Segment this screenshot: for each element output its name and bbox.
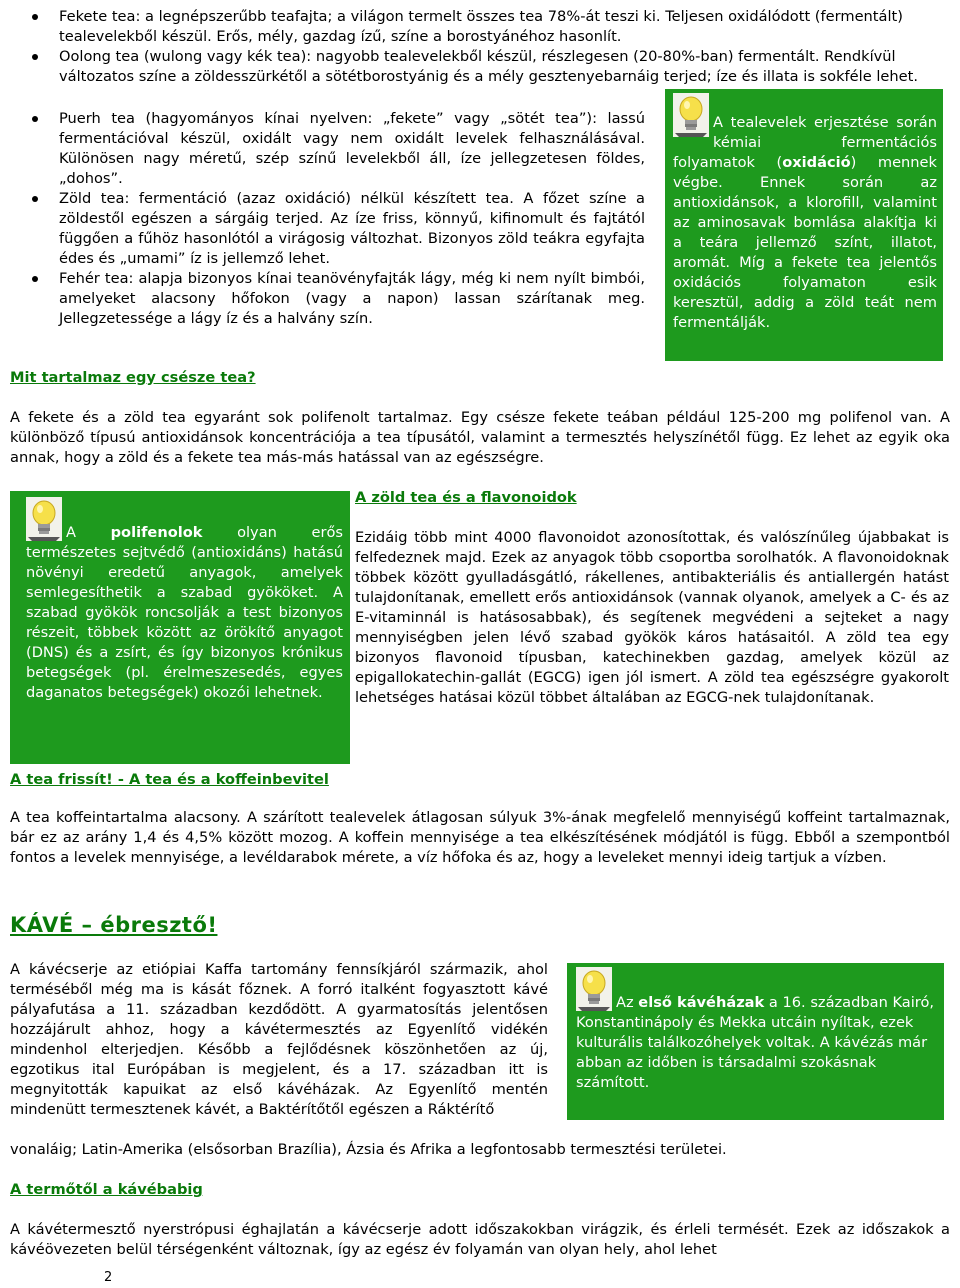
- puerh-tea-text: Puerh tea (hagyományos kínai nyelven: „fekete” vagy „sötét tea”): lassú fermentációval készül, oxidált vagy nem oxidált levelek felhasználásával. Különösen nagy méretű, szép színű levelekből áll, íze jellegzetesen földes, „dohos”.: [59, 110, 645, 187]
- cup-heading: Mit tartalmaz egy csésze tea?: [10, 369, 256, 386]
- tea-types-list-continued: [0, 109, 645, 329]
- cup-paragraph: A fekete és a zöld tea egyaránt sok polifenolt tartalmaz. Egy csésze fekete teában például 125-200 mg polifenol van. A különböző típusú antioxidánsok koncentrációja a tea típusától, valamint a termesztés helyszínétől függ. Ez lehet az egyik oka annak, hogy a zöld és a fekete tea más-más hatással van az egészségre.: [10, 409, 950, 466]
- farm-paragraph: A kávétermesztő nyerstrópusi éghajlatán a kávécserje adott időszakokban virágzik, és érleli termését. Ezek az időszakok a kávéövezeten belül térségenként változnak, így az egész év folyamán van olyan hely, ahol lehet: [10, 1221, 950, 1258]
- caffeine-heading: A tea frissít! - A tea és a koffeinbevitel: [10, 771, 329, 788]
- coffee-paragraph-wrapped: A kávécserje az etiópiai Kaffa tartomány fennsíkjáról származik, ahol terméséből még ma is kását főznek. A forró italként fogyasztott kávé pályafutása a 11. században kezdődött. A gyarmatosítás jelentősen hozzájárult ahhoz, hogy a kávétermesztés az Egyenlítő vidékén mindenhol elterjedjen. Később a fejlődésnek köszönhetően az új, egzotikus ital Európában is megjelent, és a 17. században itt is megnyitották kapuikat az első kávéházak. Az Egyenlítő mentén mindenütt termesztenek kávét, a Baktérítőtől egészen a Ráktérítő: [10, 961, 548, 1118]
- white-tea-text: Fehér tea: alapja bizonyos kínai teanövényfajták lágy, még ki nem nyílt bimbói, amelyeket alacsony hőfokon (vagy a napon) lassan szárítanak meg. Jellegzetessége a lágy íz és a halvány szín.: [59, 270, 645, 327]
- oolong-tea-text: Oolong tea (wulong vagy kék tea): nagyobb tealevelekből készül, részlegesen (20-80%-ban) fermentált. Rendkívül változatos színe a zöldesszürkétől a sötétborostyánig és a mély gesztenyebarnáig terjed; íze és illata is sokféle lehet.: [59, 48, 918, 85]
- coffeehouse-text-bold: első kávéházak: [638, 994, 765, 1011]
- farm-heading: A termőtől a kávébabig: [10, 1181, 203, 1198]
- lightbulb-icon: [576, 967, 612, 1011]
- polyphenol-info-box: [10, 491, 350, 764]
- coffeehouse-text-post: a 16. században Kairó, Konstantinápoly és Mekka utcáin nyíltak, ezek kulturális találkozóhelyek voltak. A kávézás már abban az időben is társadalmi szokásnak számított.: [576, 994, 935, 1091]
- green-tea-text: Zöld tea: fermentáció (azaz oxidáció) nélkül készített tea. A főzet színe a zöldestől egészen a sárgáig terjed. Az íze friss, könnyű, kifinomult és fajtától függően a fűhöz hasonlótól a virágosig változhat. Bizonyos zöld teákra egyfajta édes és „umami” íz is jellemző lehet.: [59, 190, 645, 267]
- polyphenol-text-post: olyan erős természetes sejtvédő (antioxidáns) hatású növényi eredetű anyagok, amelyek semlegesíthetik a szabad gyököket. A szabad gyökök roncsolják a test bizonyos részeit, többek között az örökítő anyagot (DNS) és a zsírt, és így bizonyos krónikus betegségek (pl. érelmeszesedés, egyes daganatos betegségek) okozói lehetnek.: [26, 524, 343, 701]
- caffeine-paragraph: A tea koffeintartalma alacsony. A szárított tealevelek átlagosan súlyuk 3%-ának megfelelő mennyiségű koffeint tartalmaznak, bár ez az arány 1,4 és 4,5% között mozog. A koffein mennyisége a tea elkészítésének módjától is függ. Ebből a szempontból fontos a levelek mennyisége, a levéldarabok mérete, a víz hőfoka és az, hogy a leveleket mennyi ideig tartjuk a vízben.: [10, 809, 950, 866]
- polyphenol-text-bold: polifenolok: [110, 524, 203, 541]
- lightbulb-icon: [26, 497, 62, 541]
- flavonoid-paragraph: Ezidáig több mint 4000 flavonoidot azonosítottak, és valószínűleg újabbakat is felfedeznek majd. Ezek az anyagok több csoportba sorolhatók. A flavonoidoknak többek között gyulladásgátló, rákellenes, antibakteriális és antiallergén hatást tulajdonítanak, emellett erős antioxidánsok (vannak olyanok, amelyek a C- és az E-vitaminnál is hatásosabbak), és segítenek megvédeni a sejteket a nagy mennyiségben jelen lévő szabad gyökök káros hatásaitól. A zöld tea egy bizonyos flavonoid típusban, katechinekben gazdag, amelyek közül az epigallokatechin-gallát (EGCG) igen jól ismert. A zöld tea egészségre gyakorolt lehetséges hatásai közül többet általában az EGCG-nek tulajdonítanak.: [355, 529, 949, 706]
- list-item-green-tea: [0, 189, 645, 269]
- list-item-oolong-tea: [0, 47, 950, 87]
- coffee-title: KÁVÉ – ébresztő!: [10, 913, 218, 937]
- coffeehouse-info-box: [567, 963, 944, 1120]
- polyphenol-text-pre: A: [66, 524, 111, 541]
- lightbulb-icon: [673, 93, 709, 137]
- flavonoid-heading: A zöld tea és a flavonoidok: [355, 489, 577, 506]
- oxidation-info-box: [665, 89, 943, 361]
- list-item-puerh-tea: [0, 109, 645, 189]
- page-number: 2: [104, 1270, 113, 1285]
- black-tea-text: Fekete tea: a legnépszerűbb teafajta; a világon termelt összes tea 78%-át teszi ki. Teljesen oxidálódott (fermentált) tealevelekből készül. Erős, mély, gazdag ízű, színe a borostyánéhoz hasonlít.: [59, 8, 903, 45]
- coffee-paragraph-full: vonaláig; Latin-Amerika (elsősorban Brazília), Ázsia és Afrika a legfontosabb termesztési területei.: [10, 1141, 727, 1158]
- list-item-white-tea: [0, 269, 645, 329]
- oxidation-text-bold: oxidáció: [782, 154, 851, 171]
- tea-types-list: [0, 7, 950, 87]
- oxidation-text-post: ) mennek végbe. Ennek során az antioxidánsok, a klorofill, valamint az aminosavak bomlása alakítja ki a teára jellemző színt, illatot, aromát. Míg a fekete tea jelentős oxidációs folyamaton esik keresztül, addig a zöld teát nem fermentálják.: [673, 154, 937, 331]
- list-item-black-tea: [0, 7, 950, 47]
- coffeehouse-text-pre: Az: [616, 994, 639, 1011]
- oxidation-text-pre: A tealevelek erjesztése során kémiai fermentációs folyamatok (: [673, 114, 937, 171]
